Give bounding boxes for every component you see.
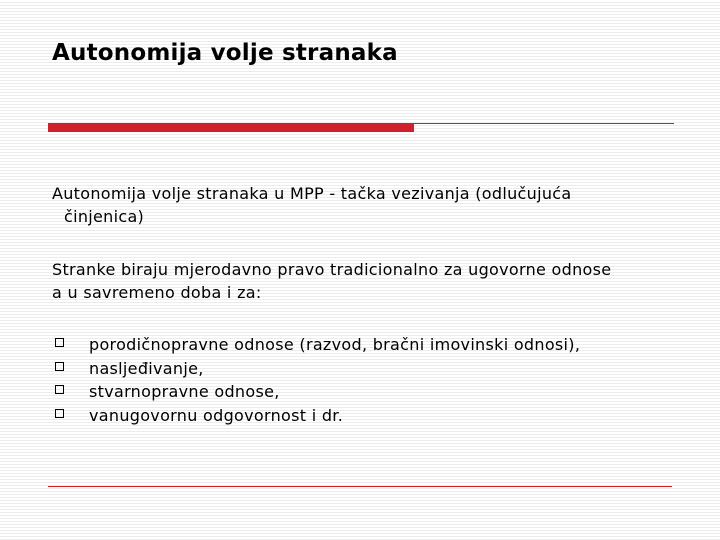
slide-title: Autonomija volje stranaka [52,40,398,66]
paragraph-line: a u savremeno doba i za: [52,283,262,302]
paragraph-party-autonomy [52,182,571,228]
hollow-square-bullet-icon [55,362,64,371]
bullet-text: vanugovornu odgovornost i dr. [89,405,344,425]
hollow-square-bullet-icon [55,385,64,394]
footer-divider [48,486,672,487]
paragraph-line: Stranke biraju mjerodavno pravo tradicionalno za ugovorne odnose [52,260,612,279]
paragraph-line: Autonomija volje stranaka u MPP - tačka vezivanja (odlučujuća [52,184,572,203]
title-divider-accent-bar [48,124,414,132]
paragraph-line: činjenica) [64,207,145,226]
paragraph-applicable-law [52,258,611,304]
hollow-square-bullet-icon [55,338,64,347]
bullet-text: porodičnopravne odnose (razvod, bračni imovinski odnosi), [89,335,581,354]
hollow-square-bullet-icon [55,409,64,418]
bullet-text: stvarnopravne odnose, [89,382,280,401]
bullet-text: nasljeđivanje, [89,358,204,378]
